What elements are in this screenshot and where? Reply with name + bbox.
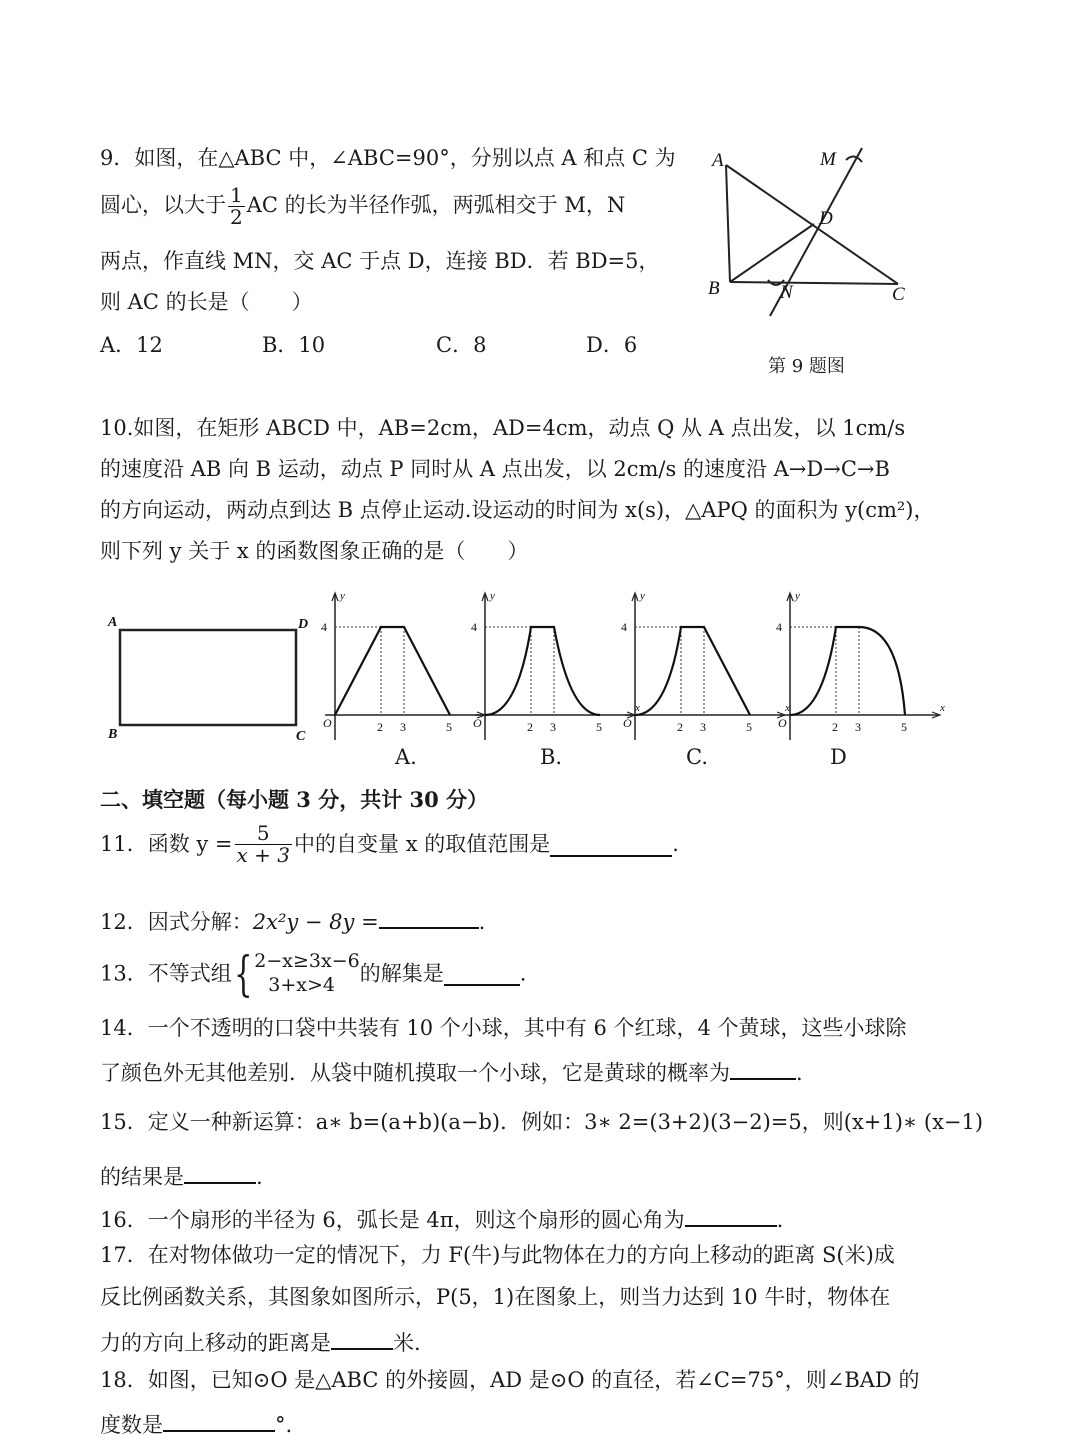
y-axis-label: y — [490, 590, 495, 602]
q9-label-c: C — [892, 284, 905, 305]
q13-start: 13．不等式组 — [100, 961, 232, 986]
q9-label-d: D — [819, 208, 833, 229]
q9-label-m: M — [820, 149, 836, 170]
function-curve — [485, 627, 600, 715]
q16-text: 16．一个扇形的半径为 6，弧长是 4π，则这个扇形的圆心角为 — [100, 1208, 685, 1232]
q11-line — [100, 823, 679, 866]
origin-label: O — [778, 716, 787, 730]
origin-label: O — [323, 716, 332, 730]
q10-rect-label-a: A — [108, 615, 118, 630]
q18-line-2 — [100, 1408, 292, 1438]
q9-line-4: 则 AC 的长是（ ） — [100, 290, 313, 314]
y-axis-label: y — [340, 590, 345, 602]
y-axis-label: y — [795, 590, 800, 602]
x-tick-3: 3 — [700, 720, 706, 734]
q10-rect-label-d: D — [298, 617, 309, 632]
origin-label: O — [623, 716, 632, 730]
q13-brace: { — [233, 946, 253, 1002]
section-2-heading: 二、填空题（每小题 3 分，共计 30 分） — [100, 787, 489, 812]
y-axis-label: y — [640, 590, 645, 602]
q10-graph-b — [471, 590, 640, 740]
x-tick-5: 5 — [446, 720, 452, 734]
q12-expression: 2x²y − 8y = — [252, 910, 379, 934]
q11-fraction — [235, 823, 292, 866]
q13-middle: 的解集是 — [359, 961, 444, 986]
q10-line-3: 的方向运动，两动点到达 B 点停止运动.设运动的时间为 x(s)，△APQ 的面积为 y(cm²)， — [100, 498, 935, 522]
q9-line-2 — [100, 185, 625, 228]
origin-label: O — [473, 716, 482, 730]
q10-option-label-d: D — [830, 745, 847, 769]
q12-answer-blank[interactable] — [379, 905, 479, 929]
x-tick-5: 5 — [901, 720, 907, 734]
function-curve — [635, 627, 750, 715]
q10-rect-label-c: C — [296, 729, 306, 744]
function-curve — [790, 627, 905, 715]
q9-option-b: B．10 — [262, 333, 326, 357]
x-axis-label: x — [785, 702, 790, 714]
q15-line-1: 15．定义一种新运算：a∗ b=(a+b)(a−b)．例如：3∗ 2=(3+2)(3−2)=5，则(x+1)∗ (x−1) — [100, 1110, 984, 1134]
q13-inequality-2: 3+x>4 — [268, 974, 336, 996]
q12-start: 12．因式分解： — [100, 910, 253, 934]
x-tick-5: 5 — [596, 720, 602, 734]
q9-label-a: A — [712, 150, 724, 171]
q13-inequality-1: 2−x≥3x−6 — [254, 950, 360, 973]
x-tick-3: 3 — [855, 720, 861, 734]
q10-rect-label-b: B — [108, 727, 118, 742]
q17-unit: 米. — [393, 1331, 421, 1355]
q11-fraction-denominator: x + 3 — [236, 843, 291, 867]
q18-degree: °. — [275, 1413, 293, 1437]
q9-fraction — [228, 185, 245, 228]
y-tick-4: 4 — [621, 620, 627, 634]
q13-line — [100, 946, 527, 1002]
x-axis-label: x — [635, 702, 640, 714]
q10-graph-d — [776, 590, 945, 740]
q15-period: . — [256, 1165, 263, 1189]
q9-fraction-numerator: 1 — [230, 183, 243, 207]
q14-line-2 — [100, 1056, 803, 1086]
q18-line-2-text: 度数是 — [100, 1413, 163, 1437]
x-tick-2: 2 — [527, 720, 533, 734]
q14-line-1: 14．一个不透明的口袋中共装有 10 个小球，其中有 6 个红球，4 个黄球，这些小球除 — [100, 1016, 907, 1040]
q14-answer-blank[interactable] — [730, 1056, 796, 1080]
q11-middle: 中的自变量 x 的取值范围是 — [294, 831, 551, 856]
q15-answer-blank[interactable] — [184, 1160, 256, 1184]
q18-answer-blank[interactable] — [163, 1408, 275, 1432]
q11-start: 11．函数 y = — [100, 831, 233, 856]
x-tick-5: 5 — [746, 720, 752, 734]
q17-line-3 — [100, 1326, 421, 1356]
q16-line — [100, 1203, 783, 1233]
q15-line-2-text: 的结果是 — [100, 1165, 184, 1189]
q9-segment-bd — [730, 224, 814, 282]
q9-line-2-start: 圆心，以大于 — [100, 193, 226, 217]
y-tick-4: 4 — [471, 620, 477, 634]
q10-rectangle-figure — [100, 610, 320, 750]
q9-triangle-figure — [690, 140, 950, 330]
q9-segment-bc — [730, 282, 898, 284]
q11-period: . — [672, 831, 679, 856]
q9-label-n: N — [780, 282, 793, 303]
q17-line-3-text: 力的方向上移动的距离是 — [100, 1331, 331, 1355]
q15-line-2 — [100, 1160, 263, 1190]
x-tick-3: 3 — [550, 720, 556, 734]
q9-option-a: A．12 — [100, 333, 163, 357]
q13-inequality-system — [254, 950, 359, 998]
q10-option-label-c: C. — [686, 745, 708, 769]
q13-answer-blank[interactable] — [444, 962, 520, 986]
q10-line-1: 10.如图，在矩形 ABCD 中，AB=2cm，AD=4cm，动点 Q 从 A 点出发，以 1cm/s — [100, 416, 906, 440]
q10-rectangle — [120, 630, 296, 725]
q17-line-1: 17．在对物体做功一定的情况下，力 F(牛)与此物体在力的方向上移动的距离 S(米)成 — [100, 1243, 895, 1267]
q10-line-2: 的速度沿 AB 向 B 运动，动点 P 同时从 A 点出发，以 2cm/s 的速度沿 A→D→C→B — [100, 457, 890, 481]
q9-figure-caption: 第 9 题图 — [768, 356, 845, 377]
q9-segment-ab — [726, 165, 730, 282]
function-curve — [335, 627, 450, 715]
q16-answer-blank[interactable] — [685, 1203, 777, 1227]
q9-line-2-end: AC 的长为半径作弧，两弧相交于 M，N — [246, 193, 626, 217]
q17-line-2: 反比例函数关系，其图象如图所示，P(5，1)在图象上，则当力达到 10 牛时，物体在 — [100, 1285, 891, 1309]
q9-line-1: 9．如图，在△ABC 中，∠ABC=90°，分别以点 A 和点 C 为 — [100, 146, 676, 170]
q11-answer-blank[interactable] — [550, 833, 672, 857]
x-tick-3: 3 — [400, 720, 406, 734]
q10-line-4: 则下列 y 关于 x 的函数图象正确的是（ ） — [100, 539, 529, 563]
q13-period: . — [519, 961, 527, 986]
q14-period: . — [796, 1061, 803, 1085]
q10-graph-c — [621, 590, 790, 740]
q12-period: . — [478, 910, 486, 934]
q9-fraction-denominator: 2 — [230, 205, 243, 229]
q9-option-d: D．6 — [586, 333, 638, 357]
x-tick-2: 2 — [677, 720, 683, 734]
q17-answer-blank[interactable] — [331, 1326, 393, 1350]
y-tick-4: 4 — [776, 620, 782, 634]
q10-option-label-b: B. — [540, 745, 563, 769]
x-axis-label: x — [940, 702, 945, 714]
q11-fraction-numerator: 5 — [235, 823, 292, 845]
q9-label-b: B — [708, 278, 720, 299]
q18-line-1: 18．如图，已知⊙O 是△ABC 的外接圆，AD 是⊙O 的直径，若∠C=75°，则∠BAD 的 — [100, 1368, 920, 1392]
y-tick-4: 4 — [321, 620, 327, 634]
x-tick-2: 2 — [377, 720, 383, 734]
q10-option-label-a: A. — [395, 745, 417, 769]
q9-option-c: C．8 — [436, 333, 487, 357]
q14-line-2-text: 了颜色外无其他差别．从袋中随机摸取一个小球，它是黄球的概率为 — [100, 1061, 730, 1085]
q16-period: . — [776, 1208, 784, 1232]
q10-answer-graphs — [310, 585, 950, 750]
q10-graph-a — [321, 590, 485, 740]
q9-line-3: 两点，作直线 MN，交 AC 于点 D，连接 BD．若 BD=5， — [100, 249, 660, 273]
x-tick-2: 2 — [832, 720, 838, 734]
q12-line — [100, 905, 485, 935]
